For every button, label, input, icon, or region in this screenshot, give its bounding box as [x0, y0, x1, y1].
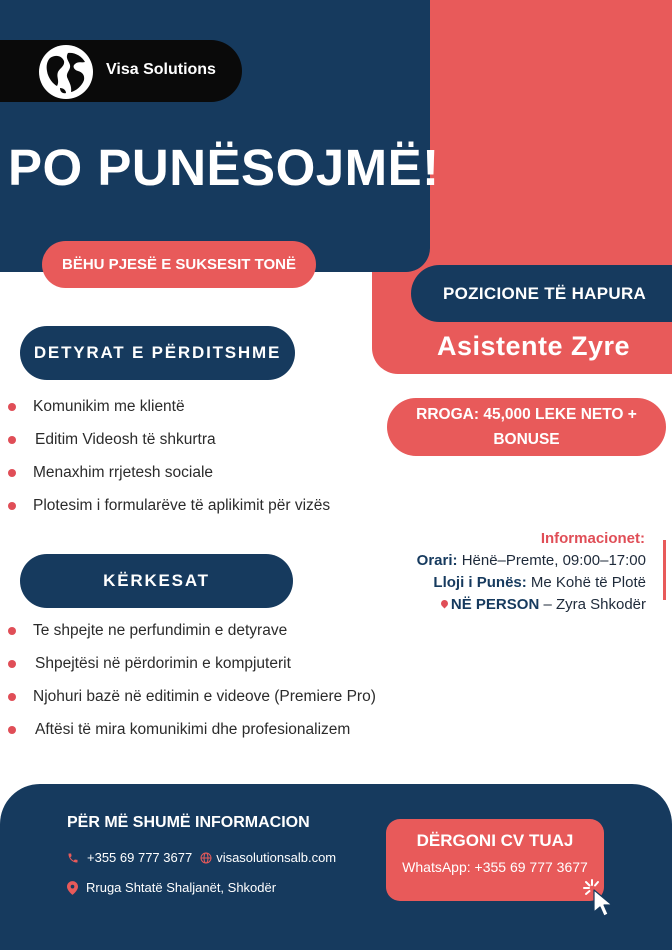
salary-line-1: RROGA: 45,000 LEKE NETO +: [416, 406, 637, 423]
phone-number[interactable]: +355 69 777 3677: [87, 850, 193, 865]
duty-text: Editim Videosh të shkurtra: [35, 431, 216, 448]
tagline-badge: [42, 241, 316, 288]
requirement-text: Njohuri bazë në editimin e videove (Premiere Pro): [33, 688, 376, 705]
globe-icon: [38, 44, 94, 100]
address-text: Rruga Shtatë Shaljanët, Shkodër: [86, 880, 277, 895]
schedule-value: Hënë–Premte, 09:00–17:00: [461, 552, 646, 569]
location-value: – Zyra Shkodër: [543, 596, 646, 613]
schedule-label: Orari:: [416, 552, 458, 569]
tagline-text: BËHU PJESË E SUKSESIT TONË: [62, 256, 296, 273]
bullet-icon: [8, 726, 16, 734]
bullet-icon: [8, 627, 16, 635]
position-title: Asistente Zyre: [437, 331, 631, 361]
footer-title: PËR MË SHUMË INFORMACION: [67, 814, 310, 831]
web-globe-icon: [200, 852, 212, 864]
brand-name: Visa Solutions: [106, 61, 216, 78]
location-label: NË PERSON: [450, 596, 540, 613]
duties-heading: DETYRAT E PËRDITSHME: [33, 343, 282, 362]
requirements-heading: KËRKESAT: [103, 571, 210, 590]
map-pin-icon: [67, 881, 78, 895]
cursor-click-icon: [582, 878, 624, 920]
bullet-icon: [8, 436, 16, 444]
duties-heading-badge: [20, 326, 295, 380]
info-accent-bar: [663, 540, 666, 600]
send-cv-button[interactable]: [386, 819, 604, 901]
duty-text: Menaxhim rrjetesh sociale: [33, 464, 214, 481]
send-cv-title: DËRGONI CV TUAJ: [416, 831, 574, 850]
salary-badge: [387, 398, 666, 456]
schedule-line: [417, 552, 646, 569]
requirement-text: Te shpejte ne perfundimin e detyrave: [33, 622, 288, 639]
requirements-heading-badge: [20, 554, 293, 608]
duty-text: Komunikim me klientë: [33, 398, 185, 415]
open-positions-label: POZICIONE TË HAPURA: [443, 283, 647, 303]
contact-line: [67, 850, 336, 865]
location-line: [441, 596, 646, 613]
requirement-text: Shpejtësi në përdorimin e kompjuterit: [35, 655, 291, 672]
job-type-label: Lloji i Punës:: [433, 574, 527, 591]
whatsapp-contact: WhatsApp: +355 69 777 3677: [402, 859, 588, 875]
requirement-text: Aftësi të mira komunikimi dhe profesionalizem: [35, 721, 351, 738]
map-pin-icon: [439, 599, 449, 609]
address-line: [67, 880, 276, 895]
info-title: Informacionet:: [540, 530, 645, 547]
open-positions-badge: [411, 265, 672, 322]
bullet-icon: [8, 469, 16, 477]
job-type-line: [433, 574, 646, 591]
phone-icon: [67, 852, 79, 864]
bullet-icon: [8, 403, 16, 411]
bullet-icon: [8, 693, 16, 701]
bullet-icon: [8, 502, 16, 510]
page-headline: PO PUNËSOJMË!: [8, 139, 440, 196]
job-type-value: Me Kohë të Plotë: [530, 574, 646, 591]
duty-text: Plotesim i formularëve të aplikimit për vizës: [33, 497, 331, 514]
bullet-icon: [8, 660, 16, 668]
salary-line-2: BONUSE: [493, 431, 560, 448]
website-link[interactable]: visasolutionsalb.com: [216, 850, 337, 865]
